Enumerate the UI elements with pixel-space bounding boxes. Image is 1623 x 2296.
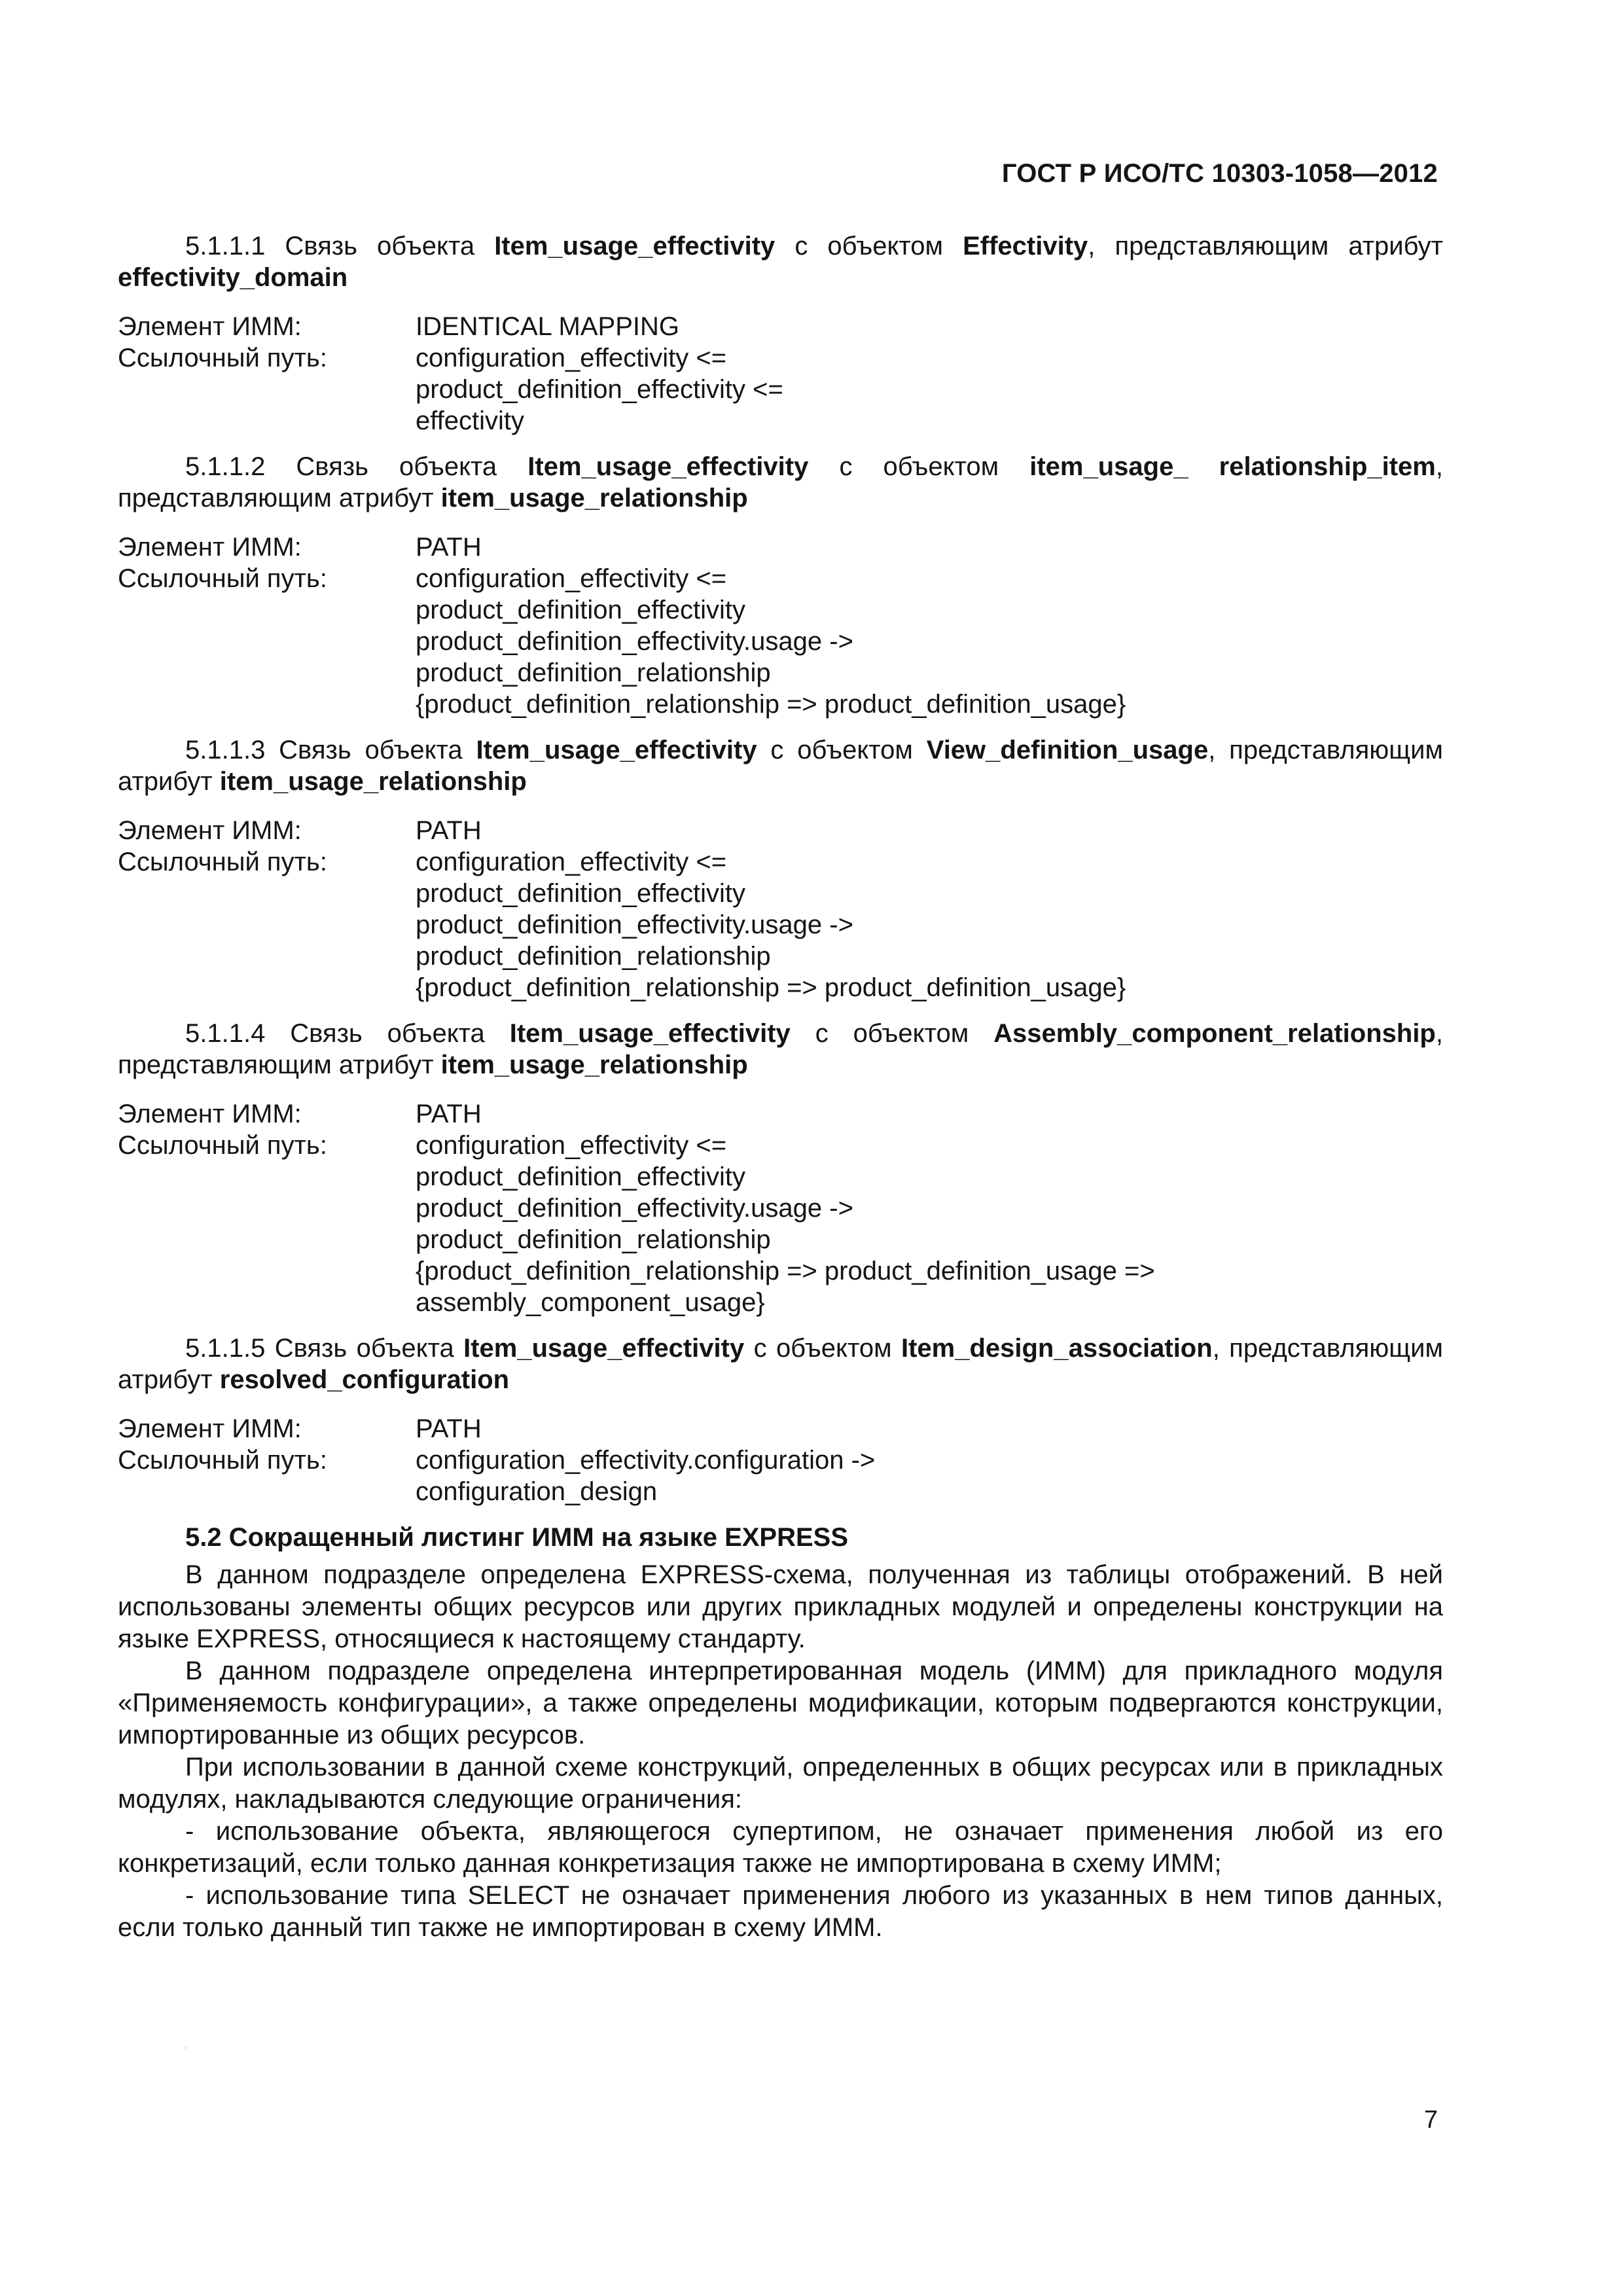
heading-text: с объектом	[790, 1019, 994, 1048]
body-paragraph: В данном подразделе определена интерпретированная модель (ИММ) для прикладного модуля «Применяемость конфигурации», а также определены модификации, которым подвергаются конструкции, импортированные из общих ресурсов.	[118, 1657, 1443, 1749]
mapping-table	[118, 815, 1443, 1003]
scan-speck	[185, 2047, 186, 2049]
mapping-table	[118, 1098, 1443, 1318]
reference-path	[416, 846, 1443, 1003]
entity-name: Item_usage_effectivity	[494, 232, 776, 260]
heading-text: Связь объекта	[285, 232, 495, 260]
subsection-heading: 5.2 Сокращенный листинг ИММ на языке EXPRESS	[185, 1523, 849, 1552]
attribute-name: item_usage_relationship	[219, 767, 527, 796]
path-line: assembly_component_usage}	[416, 1288, 765, 1317]
mapping-table	[118, 531, 1443, 720]
heading-text: , представляющим атрибут	[1088, 232, 1443, 260]
path-line: configuration_effectivity <=	[416, 564, 727, 593]
body-paragraph: В данном подразделе определена EXPRESS-схема, полученная из таблицы отображений. В ней использованы элементы общих ресурсов или других прикладных модулей и определены конструкции на языке EXPRESS, относящиеся к настоящему стандарту.	[118, 1560, 1443, 1653]
reference-path	[416, 1444, 1443, 1507]
standard-designation: ГОСТ Р ИСО/ТС 10303-1058—2012	[1001, 159, 1438, 188]
reference-path	[416, 563, 1443, 720]
element-value: PATH	[416, 533, 482, 562]
target-entity-name: Effectivity	[963, 232, 1088, 260]
list-item: - использование типа SELECT не означает применения любого из указанных в нем типов данных, если только данный тип также не импортирован в схему ИММ.	[118, 1881, 1443, 1942]
section-heading	[118, 1333, 1443, 1395]
mapping-section-4	[118, 1018, 1443, 1318]
path-line: configuration_design	[416, 1477, 658, 1506]
path-label: Ссылочный путь:	[118, 1131, 327, 1160]
attribute-name: item_usage_relationship	[440, 1050, 748, 1079]
path-line: product_definition_effectivity	[416, 879, 746, 908]
section-number: 5.1.1.5	[185, 1334, 266, 1363]
mapping-table	[118, 1413, 1443, 1507]
element-label: Элемент ИММ:	[118, 312, 302, 341]
path-line: configuration_effectivity <=	[416, 1131, 727, 1160]
path-line: configuration_effectivity <=	[416, 344, 727, 372]
path-line: product_definition_relationship	[416, 1225, 771, 1254]
entity-name: Item_usage_effectivity	[509, 1019, 791, 1048]
element-value: IDENTICAL MAPPING	[416, 312, 680, 341]
path-line: product_definition_effectivity.usage ->	[416, 1194, 853, 1223]
page-content	[118, 230, 1443, 1944]
path-line: product_definition_effectivity.usage ->	[416, 627, 853, 656]
attribute-name: effectivity_domain	[118, 263, 348, 292]
heading-text: с объектом	[757, 736, 927, 764]
page-number: 7	[1423, 2106, 1438, 2134]
entity-name: Item_usage_effectivity	[463, 1334, 745, 1363]
section-number: 5.1.1.4	[185, 1019, 266, 1048]
body-paragraph: При использовании в данной схеме конструкций, определенных в общих ресурсах или в прикладных модулях, накладываются следующие ограничения:	[118, 1753, 1443, 1814]
heading-text: Связь объекта	[290, 1019, 510, 1048]
path-line: product_definition_effectivity	[416, 596, 746, 624]
mapping-section-1	[118, 230, 1443, 437]
section-number: 5.1.1.3	[185, 736, 266, 764]
mapping-section-3	[118, 734, 1443, 1003]
heading-text: , представляющим атрибут	[118, 452, 1443, 512]
path-label: Ссылочный путь:	[118, 1446, 327, 1475]
express-listing-section	[118, 1522, 1443, 1944]
section-heading	[118, 230, 1443, 293]
target-entity-name: item_usage_ relationship_item	[1029, 452, 1436, 481]
entity-name: Item_usage_effectivity	[476, 736, 757, 764]
element-label: Элемент ИММ:	[118, 533, 302, 562]
heading-text: с объектом	[744, 1334, 901, 1363]
path-line: effectivity	[416, 406, 524, 435]
path-label: Ссылочный путь:	[118, 344, 327, 372]
heading-text: , представляющим атрибут	[118, 736, 1443, 796]
element-value: PATH	[416, 816, 482, 845]
path-line: {product_definition_relationship => product_definition_usage}	[416, 973, 1126, 1002]
path-line: configuration_effectivity <=	[416, 848, 727, 876]
reference-path	[416, 342, 1443, 437]
section-heading	[118, 1018, 1443, 1081]
element-label: Элемент ИММ:	[118, 816, 302, 845]
path-label: Ссылочный путь:	[118, 848, 327, 876]
element-value: PATH	[416, 1100, 482, 1128]
target-entity-name: View_definition_usage	[926, 736, 1209, 764]
path-line: product_definition_effectivity.usage ->	[416, 910, 853, 939]
target-entity-name: Item_design_association	[901, 1334, 1213, 1363]
section-number: 5.1.1.1	[185, 232, 266, 260]
mapping-section-5	[118, 1333, 1443, 1507]
heading-text: Связь объекта	[296, 452, 528, 481]
path-line: product_definition_effectivity <=	[416, 375, 783, 404]
path-line: configuration_effectivity.configuration ->	[416, 1446, 876, 1475]
heading-text: , представляющим атрибут	[118, 1334, 1443, 1394]
mapping-section-2	[118, 451, 1443, 720]
entity-name: Item_usage_effectivity	[527, 452, 809, 481]
path-line: product_definition_relationship	[416, 942, 771, 971]
path-line: product_definition_relationship	[416, 658, 771, 687]
section-heading	[118, 451, 1443, 514]
path-label: Ссылочный путь:	[118, 564, 327, 593]
element-label: Элемент ИММ:	[118, 1100, 302, 1128]
heading-text: с объектом	[775, 232, 963, 260]
reference-path	[416, 1130, 1443, 1318]
path-line: product_definition_effectivity	[416, 1162, 746, 1191]
path-line: {product_definition_relationship => product_definition_usage}	[416, 690, 1126, 719]
section-number: 5.1.1.2	[185, 452, 266, 481]
section-heading	[118, 734, 1443, 797]
mapping-table	[118, 311, 1443, 437]
heading-text: , представляющим атрибут	[118, 1019, 1443, 1079]
element-label: Элемент ИММ:	[118, 1414, 302, 1443]
heading-text: Связь объекта	[274, 1334, 464, 1363]
element-value: PATH	[416, 1414, 482, 1443]
heading-text: Связь объекта	[279, 736, 476, 764]
target-entity-name: Assembly_component_relationship	[993, 1019, 1436, 1048]
heading-text: с объектом	[808, 452, 1030, 481]
attribute-name: item_usage_relationship	[440, 484, 748, 512]
attribute-name: resolved_configuration	[219, 1365, 510, 1394]
path-line: {product_definition_relationship => product_definition_usage =>	[416, 1257, 1155, 1285]
list-item: - использование объекта, являющегося супертипом, не означает применения любой из его конкретизаций, если только данная конкретизация также не импортирована в схему ИММ;	[118, 1817, 1443, 1878]
